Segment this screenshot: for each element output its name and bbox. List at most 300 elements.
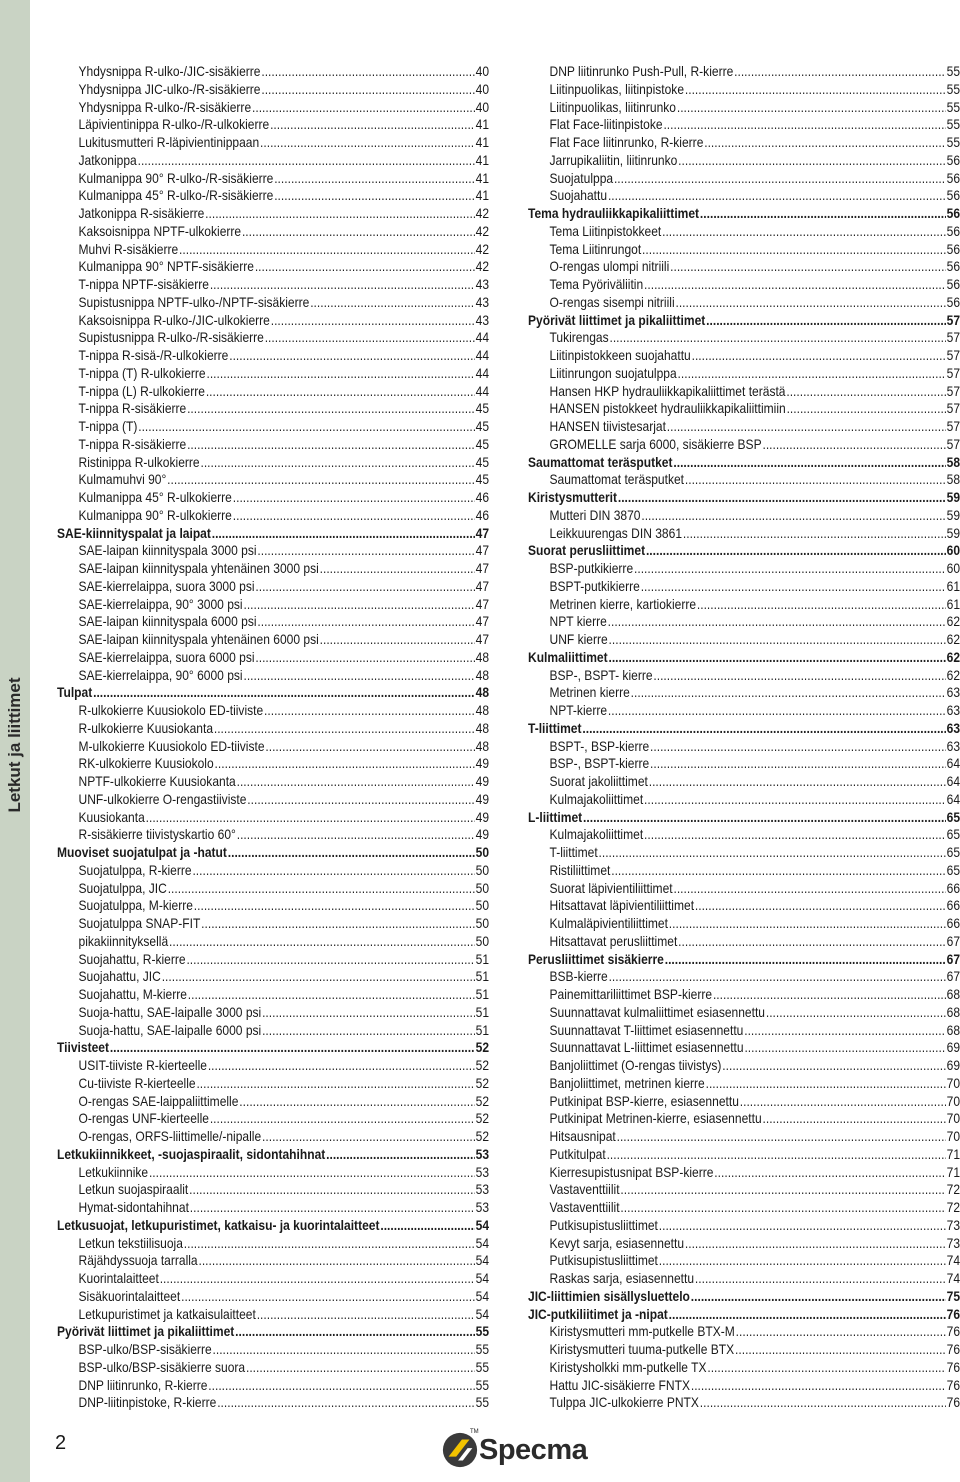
toc-entry-title: T-nippa R-sisäkierre bbox=[78, 435, 187, 452]
dot-leader bbox=[607, 1146, 946, 1164]
toc-entry bbox=[528, 258, 960, 276]
toc-entry-title: Putkinipat BSP-kierre, esiasennettu bbox=[549, 1092, 739, 1109]
toc-entry-page: 51 bbox=[475, 986, 490, 1002]
toc-entry bbox=[57, 755, 489, 773]
dot-leader bbox=[644, 791, 946, 809]
toc-entry-title: Pyörivät liittimet ja pikaliittimet bbox=[57, 1323, 235, 1340]
toc-entry-title: Kulmajakoliittimet bbox=[549, 790, 644, 807]
dot-leader bbox=[583, 809, 946, 827]
toc-entry-page: 63 bbox=[946, 702, 960, 718]
toc-entry bbox=[528, 631, 960, 649]
toc-entry bbox=[528, 1075, 960, 1093]
toc-entry-title: Kulmanippa 45° R-ulko-/R-sisäkierre bbox=[78, 187, 274, 204]
page-number: 2 bbox=[55, 1432, 67, 1454]
toc-entry-page: 41 bbox=[475, 116, 490, 133]
dot-leader bbox=[582, 720, 945, 738]
toc-entry bbox=[528, 436, 960, 454]
dot-leader bbox=[261, 63, 474, 81]
dot-leader bbox=[260, 134, 475, 152]
toc-section-heading bbox=[57, 1217, 489, 1235]
toc-entry bbox=[57, 1075, 489, 1093]
toc-entry-page: 54 bbox=[475, 1305, 490, 1322]
toc-entry bbox=[528, 1128, 960, 1146]
dot-leader bbox=[194, 897, 475, 915]
toc-entry bbox=[528, 1057, 960, 1075]
dot-leader bbox=[261, 81, 474, 99]
toc-entry-title: Liitinrungon suojatulppa bbox=[549, 364, 677, 381]
toc-entry-title: Suojahattu, JIC bbox=[78, 968, 161, 985]
toc-entry-title: Flat Face-liitinpistoke bbox=[549, 116, 663, 133]
toc-entry bbox=[528, 1181, 960, 1199]
toc-entry-title: T-nippa (L) R-ulkokierre bbox=[78, 382, 205, 399]
toc-entry bbox=[528, 880, 960, 898]
toc-entry bbox=[57, 880, 489, 898]
toc-entry-title: Putkisupistusliittimet bbox=[549, 1252, 658, 1269]
toc-entry-page: 66 bbox=[946, 915, 960, 931]
toc-entry bbox=[528, 1394, 960, 1412]
toc-entry bbox=[57, 276, 489, 294]
toc-entry-title: Suojatulppa, M-kierre bbox=[78, 897, 193, 914]
toc-entry-title: Suojahattu, R-kierre bbox=[78, 950, 186, 967]
dot-leader bbox=[609, 631, 946, 649]
toc-entry bbox=[528, 276, 960, 294]
toc-entry-page: 67 bbox=[946, 932, 960, 949]
specma-logo bbox=[441, 1428, 611, 1472]
toc-entry-title: Saumattomat teräsputket bbox=[549, 471, 685, 488]
toc-entry-page: 72 bbox=[946, 1181, 960, 1198]
toc-left-column bbox=[57, 63, 489, 1412]
toc-entry-title: Suojatulppa bbox=[549, 169, 614, 186]
toc-entry bbox=[57, 116, 489, 134]
dot-leader bbox=[683, 525, 946, 543]
toc-entry bbox=[528, 578, 960, 596]
toc-entry-page: 57 bbox=[946, 347, 960, 363]
dot-leader bbox=[697, 596, 946, 614]
toc-entry-page: 58 bbox=[946, 471, 960, 488]
toc-entry-title: O-rengas SAE-laippaliittimelle bbox=[78, 1092, 239, 1109]
dot-leader bbox=[706, 1075, 946, 1093]
dot-leader bbox=[609, 968, 946, 986]
toc-entry-title: SAE-kierrelaippa, 90° 3000 psi bbox=[78, 595, 243, 612]
toc-entry bbox=[57, 560, 489, 578]
toc-entry-page: 49 bbox=[475, 808, 490, 825]
dot-leader bbox=[189, 1181, 475, 1199]
toc-entry-title: SAE-laipan kiinnityspala yhtenäinen 6000 psi bbox=[78, 631, 319, 647]
toc-entry-title: T-nippa R-sisäkierre bbox=[78, 400, 187, 417]
dot-leader bbox=[168, 880, 475, 898]
toc-entry-title: SAE-laipan kiinnityspala 6000 psi bbox=[78, 613, 257, 630]
toc-entry bbox=[528, 897, 960, 915]
toc-entry-title: R-sisäkierre tiivistyskartio 60° bbox=[78, 826, 236, 843]
toc-entry-title: Kulmanippa 90° NPTF-sisäkierre bbox=[78, 258, 254, 275]
dot-leader bbox=[763, 1110, 946, 1128]
toc-entry bbox=[528, 170, 960, 188]
toc-right-column bbox=[528, 63, 960, 1412]
dot-leader bbox=[766, 1004, 946, 1022]
toc-entry-title: Suojatulppa, JIC bbox=[78, 879, 167, 896]
toc-section-heading bbox=[528, 649, 960, 667]
toc-entry-title: Suunnattavat kulmaliittimet esiasennettu bbox=[549, 1003, 766, 1020]
toc-entry-title: NPT-kierre bbox=[549, 702, 608, 718]
toc-entry-page: 62 bbox=[946, 613, 960, 630]
dot-leader bbox=[677, 99, 946, 117]
toc-entry-title: Raskas sarja, esiasennettu bbox=[549, 1270, 695, 1286]
dot-leader bbox=[644, 276, 946, 294]
toc-entry-title: Tema Liitinpistokkeet bbox=[549, 222, 662, 239]
toc-entry bbox=[57, 241, 489, 259]
toc-entry bbox=[57, 489, 489, 507]
dot-leader bbox=[618, 489, 946, 507]
toc-entry bbox=[57, 1004, 489, 1022]
toc-entry bbox=[57, 738, 489, 756]
dot-leader bbox=[138, 152, 475, 170]
toc-entry bbox=[528, 844, 960, 862]
dot-leader bbox=[650, 738, 946, 756]
dot-leader bbox=[212, 525, 475, 543]
toc-entry bbox=[528, 667, 960, 685]
toc-entry-page: 41 bbox=[475, 169, 490, 186]
dot-leader bbox=[713, 986, 946, 1004]
toc-entry bbox=[528, 1235, 960, 1253]
toc-entry bbox=[57, 791, 489, 809]
toc-entry-page: 48 bbox=[475, 719, 490, 736]
dot-leader bbox=[609, 329, 945, 347]
toc-entry bbox=[57, 631, 489, 649]
toc-entry-page: 70 bbox=[946, 1092, 960, 1109]
toc-entry-title: Liitinpuolikas, liitinpistoke bbox=[549, 80, 685, 97]
toc-entry bbox=[528, 63, 960, 81]
toc-entry-page: 76 bbox=[946, 1305, 960, 1322]
toc-entry-title: O-rengas, ORFS-liittimelle/-nipalle bbox=[78, 1128, 262, 1144]
toc-entry-page: 47 bbox=[475, 595, 490, 612]
toc-entry-page: 45 bbox=[475, 400, 490, 417]
toc-entry-title: JIC-putkiliitimet ja -nipat bbox=[528, 1305, 668, 1322]
dot-leader bbox=[262, 1128, 475, 1146]
toc-entry-page: 65 bbox=[946, 808, 960, 825]
dot-leader bbox=[210, 276, 475, 294]
toc-entry-title: R-ulkokierre Kuusiokolo ED-tiiviste bbox=[78, 702, 264, 718]
toc-entry-page: 45 bbox=[475, 418, 490, 434]
toc-entry-title: Kuusiokanta bbox=[78, 808, 145, 825]
specma-logo-icon bbox=[441, 1431, 479, 1469]
toc-entry bbox=[57, 649, 489, 667]
dot-leader bbox=[787, 400, 946, 418]
toc-entry bbox=[57, 1128, 489, 1146]
toc-entry bbox=[57, 1252, 489, 1270]
dot-leader bbox=[608, 649, 945, 667]
dot-leader bbox=[320, 560, 475, 578]
toc-entry-title: SAE-laipan kiinnityspala yhtenäinen 3000 psi bbox=[78, 560, 319, 576]
dot-leader bbox=[608, 613, 946, 631]
toc-entry-title: BSPT-putkikierre bbox=[549, 577, 640, 594]
toc-entry-page: 54 bbox=[475, 1270, 490, 1286]
toc-entry-page: 52 bbox=[475, 1110, 490, 1127]
toc-entry-page: 53 bbox=[475, 1181, 490, 1198]
toc-entry-title: Kulmajakoliittimet bbox=[549, 826, 644, 843]
toc-entry-page: 53 bbox=[475, 1145, 490, 1162]
toc-entry-title: Metrinen kierre bbox=[549, 684, 630, 701]
toc-entry bbox=[57, 915, 489, 933]
dot-leader bbox=[243, 596, 474, 614]
toc-entry-page: 61 bbox=[946, 595, 960, 612]
toc-entry-title: Suojatulppa, R-kierre bbox=[78, 861, 192, 878]
toc-entry-title: Mutteri DIN 3870 bbox=[549, 506, 641, 523]
toc-entry-page: 56 bbox=[946, 151, 960, 168]
toc-entry-page: 47 bbox=[475, 613, 490, 630]
dot-leader bbox=[235, 1323, 475, 1341]
dot-leader bbox=[271, 312, 475, 330]
toc-section-heading bbox=[528, 809, 960, 827]
toc-entry-page: 42 bbox=[475, 258, 490, 275]
toc-entry bbox=[528, 241, 960, 259]
toc-entry bbox=[57, 1270, 489, 1288]
toc-entry bbox=[528, 1217, 960, 1235]
toc-entry bbox=[57, 1235, 489, 1253]
toc-entry-title: Hitsattavat läpivientiliittimet bbox=[549, 897, 695, 914]
toc-section-heading bbox=[528, 454, 960, 472]
toc-entry bbox=[57, 596, 489, 614]
toc-entry-page: 49 bbox=[475, 755, 490, 772]
toc-entry bbox=[528, 684, 960, 702]
toc-entry-page: 55 bbox=[946, 80, 960, 97]
toc-entry bbox=[57, 1306, 489, 1324]
toc-entry bbox=[57, 454, 489, 472]
toc-entry bbox=[57, 258, 489, 276]
toc-entry-title: Tulppa JIC-ulkokierre PNTX bbox=[549, 1394, 699, 1411]
toc-entry-page: 67 bbox=[946, 950, 960, 967]
toc-entry-title: Ristiliittimet bbox=[549, 861, 611, 878]
toc-entry-title: DNP-liitinpistoke, R-kierre bbox=[78, 1394, 217, 1411]
toc-entry-title: SAE-laipan kiinnityspala 3000 psi bbox=[78, 542, 257, 559]
toc-entry-title: T-liittimet bbox=[528, 719, 582, 736]
dot-leader bbox=[663, 116, 945, 134]
dot-leader bbox=[169, 933, 475, 951]
toc-entry-title: Letkukiinnikkeet, -suojaspiraalit, sidontahihnat bbox=[57, 1145, 326, 1162]
toc-entry-page: 43 bbox=[475, 293, 490, 310]
dot-leader bbox=[706, 312, 946, 330]
toc-entry-page: 56 bbox=[946, 169, 960, 186]
dot-leader bbox=[237, 826, 475, 844]
toc-entry bbox=[57, 1394, 489, 1412]
brand-name: Specma bbox=[479, 1433, 588, 1466]
toc-entry-title: SAE-kierrelaippa, 90° 6000 psi bbox=[78, 666, 243, 683]
dot-leader bbox=[213, 1341, 475, 1359]
toc-entry-page: 46 bbox=[475, 506, 490, 523]
toc-entry bbox=[528, 1341, 960, 1359]
dot-leader bbox=[611, 862, 946, 880]
toc-entry-page: 55 bbox=[946, 134, 960, 150]
dot-leader bbox=[641, 578, 946, 596]
toc-entry-page: 52 bbox=[475, 1092, 490, 1109]
dot-leader bbox=[608, 187, 946, 205]
toc-entry bbox=[57, 383, 489, 401]
dot-leader bbox=[93, 684, 475, 702]
toc-entry-page: 76 bbox=[946, 1358, 960, 1375]
dot-leader bbox=[214, 720, 475, 738]
toc-entry-title: Hattu JIC-sisäkierre FNTX bbox=[549, 1376, 690, 1393]
dot-leader bbox=[649, 773, 946, 791]
toc-entry-page: 54 bbox=[475, 1287, 490, 1304]
toc-entry-title: Letkukiinnike bbox=[78, 1163, 149, 1180]
dot-leader bbox=[110, 1039, 475, 1057]
dot-leader bbox=[192, 862, 474, 880]
dot-leader bbox=[262, 1004, 475, 1022]
dot-leader bbox=[695, 1270, 946, 1288]
dot-leader bbox=[678, 933, 946, 951]
dot-leader bbox=[691, 1288, 946, 1306]
toc-entry-title: Yhdysnippa JIC-ulko-/R-sisäkierre bbox=[78, 80, 261, 97]
toc-entry bbox=[57, 1288, 489, 1306]
toc-entry bbox=[528, 738, 960, 756]
toc-entry bbox=[528, 99, 960, 117]
dot-leader bbox=[669, 915, 946, 933]
dot-leader bbox=[162, 968, 475, 986]
toc-section-heading bbox=[57, 1146, 489, 1164]
toc-entry-page: 53 bbox=[475, 1199, 490, 1215]
toc-entry-title: DNP liitinrunko Push-Pull, R-kierre bbox=[549, 63, 734, 79]
toc-entry-page: 47 bbox=[475, 631, 490, 647]
dot-leader bbox=[217, 1394, 475, 1412]
toc-entry-page: 64 bbox=[946, 790, 960, 807]
toc-entry-title: T-nippa NPTF-sisäkierre bbox=[78, 276, 209, 292]
dot-leader bbox=[744, 1039, 945, 1057]
toc-entry-title: Leikkuurengas DIN 3861 bbox=[549, 524, 683, 541]
toc-entry-title: Supistusnippa NPTF-ulko-/NPTF-sisäkierre bbox=[78, 293, 310, 310]
toc-entry bbox=[528, 596, 960, 614]
dot-leader bbox=[190, 1199, 475, 1217]
dot-leader bbox=[187, 436, 475, 454]
toc-entry-title: Kiristysmutteri mm-putkelle BTX-M bbox=[549, 1323, 735, 1340]
toc-entry-title: T-nippa (T) bbox=[78, 418, 138, 434]
toc-entry bbox=[528, 986, 960, 1004]
toc-entry-page: 57 bbox=[946, 382, 960, 399]
toc-entry-title: BSB-kierre bbox=[549, 968, 608, 985]
toc-entry bbox=[528, 187, 960, 205]
toc-entry-page: 63 bbox=[946, 719, 960, 736]
toc-entry-page: 56 bbox=[946, 187, 960, 204]
toc-entry-title: Kaksoisnippa NPTF-ulkokierre bbox=[78, 222, 242, 239]
toc-entry bbox=[528, 152, 960, 170]
dot-leader bbox=[255, 649, 474, 667]
dot-leader bbox=[228, 844, 475, 862]
toc-section-heading bbox=[528, 1306, 960, 1324]
dot-leader bbox=[641, 507, 945, 525]
toc-entry-page: 51 bbox=[475, 1003, 490, 1020]
dot-leader bbox=[262, 1022, 475, 1040]
toc-entry-title: Tema hydrauliikkapikaliittimet bbox=[528, 205, 700, 221]
dot-leader bbox=[685, 471, 946, 489]
dot-leader bbox=[200, 454, 474, 472]
toc-entry-title: Jarrupikaliitin, liitinrunko bbox=[549, 151, 678, 168]
dot-leader bbox=[722, 1057, 946, 1075]
toc-entry-title: pikakiinnityksellä bbox=[78, 932, 169, 949]
toc-entry-page: 50 bbox=[475, 915, 490, 931]
toc-entry-title: O-rengas sisempi nitriili bbox=[549, 293, 675, 310]
toc-entry-page: 53 bbox=[475, 1163, 490, 1180]
toc-entry-title: Suoja-hattu, SAE-laipalle 6000 psi bbox=[78, 1021, 262, 1038]
toc-entry-title: Letkusuojat, letkupuristimet, katkaisu- ja kuorintalaitteet bbox=[57, 1216, 380, 1233]
toc-section-heading bbox=[57, 525, 489, 543]
toc-entry-page: 56 bbox=[946, 222, 960, 239]
dot-leader bbox=[685, 81, 946, 99]
toc-section-heading bbox=[528, 205, 960, 223]
toc-entry-title: Kaksoisnippa R-ulko-/JIC-ulkokierre bbox=[78, 311, 270, 328]
toc-entry-page: 57 bbox=[946, 329, 960, 346]
toc-entry-page: 60 bbox=[946, 542, 960, 559]
toc-entry bbox=[57, 81, 489, 99]
toc-entry bbox=[57, 933, 489, 951]
dot-leader bbox=[667, 418, 946, 436]
toc-entry-page: 73 bbox=[946, 1234, 960, 1251]
dot-leader bbox=[659, 1252, 946, 1270]
toc-entry-title: Putkinipat Metrinen-kierre, esiasennettu bbox=[549, 1110, 762, 1127]
dot-leader bbox=[187, 400, 475, 418]
toc-entry bbox=[528, 400, 960, 418]
dot-leader bbox=[208, 1057, 475, 1075]
toc-entry-page: 57 bbox=[946, 400, 960, 417]
toc-entry-title: T-liittimet bbox=[549, 844, 598, 860]
toc-entry-page: 52 bbox=[475, 1039, 490, 1056]
dot-leader bbox=[188, 986, 475, 1004]
toc-entry-page: 55 bbox=[475, 1323, 490, 1340]
toc-entry bbox=[57, 862, 489, 880]
toc-entry bbox=[57, 1022, 489, 1040]
toc-entry-page: 47 bbox=[475, 542, 490, 559]
dot-leader bbox=[206, 365, 474, 383]
dot-leader bbox=[233, 507, 475, 525]
toc-entry-title: USIT-tiiviste R-kierteelle bbox=[78, 1057, 207, 1073]
toc-entry-page: 56 bbox=[946, 240, 960, 257]
toc-entry bbox=[528, 418, 960, 436]
dot-leader bbox=[237, 773, 475, 791]
dot-leader bbox=[208, 1377, 475, 1395]
toc-entry-page: 57 bbox=[946, 364, 960, 381]
toc-entry-title: Letkupuristimet ja katkaisulaitteet bbox=[78, 1305, 256, 1322]
dot-leader bbox=[669, 1306, 946, 1324]
toc-entry-page: 51 bbox=[475, 968, 490, 985]
toc-entry-title: Yhdysnippa R-ulko-/JIC-sisäkierre bbox=[78, 63, 261, 79]
toc-entry-title: Suojatulppa SNAP-FIT bbox=[78, 915, 201, 931]
toc-entry-title: Perusliittimet sisäkierre bbox=[528, 950, 664, 967]
section-title: Letkut ja liittimet bbox=[5, 677, 24, 813]
dot-leader bbox=[257, 613, 474, 631]
toc-entry-title: Liitinpistokkeen suojahattu bbox=[549, 347, 691, 363]
toc-entry-title: Muoviset suojatulpat ja -hatut bbox=[57, 844, 227, 860]
toc-section-heading bbox=[528, 951, 960, 969]
toc-entry bbox=[528, 968, 960, 986]
toc-entry bbox=[57, 223, 489, 241]
dot-leader bbox=[734, 63, 946, 81]
toc-entry-page: 70 bbox=[946, 1110, 960, 1127]
dot-leader bbox=[653, 667, 945, 685]
dot-leader bbox=[243, 667, 474, 685]
toc-section-heading bbox=[57, 844, 489, 862]
toc-entry-title: Metrinen kierre, kartiokierre bbox=[549, 595, 697, 612]
dot-leader bbox=[246, 1359, 475, 1377]
toc-entry bbox=[57, 99, 489, 117]
toc-entry-page: 52 bbox=[475, 1074, 490, 1091]
toc-entry-title: Tema Liitinrungot bbox=[549, 240, 642, 257]
dot-leader bbox=[233, 489, 475, 507]
dot-leader bbox=[670, 258, 946, 276]
dot-leader bbox=[210, 1110, 475, 1128]
toc-entry-page: 55 bbox=[475, 1358, 490, 1375]
toc-entry-page: 73 bbox=[946, 1216, 960, 1233]
toc-entry bbox=[57, 1164, 489, 1182]
dot-leader bbox=[326, 1146, 475, 1164]
toc-entry-page: 54 bbox=[475, 1216, 490, 1233]
toc-entry-title: Hitsausnipat bbox=[549, 1128, 616, 1144]
